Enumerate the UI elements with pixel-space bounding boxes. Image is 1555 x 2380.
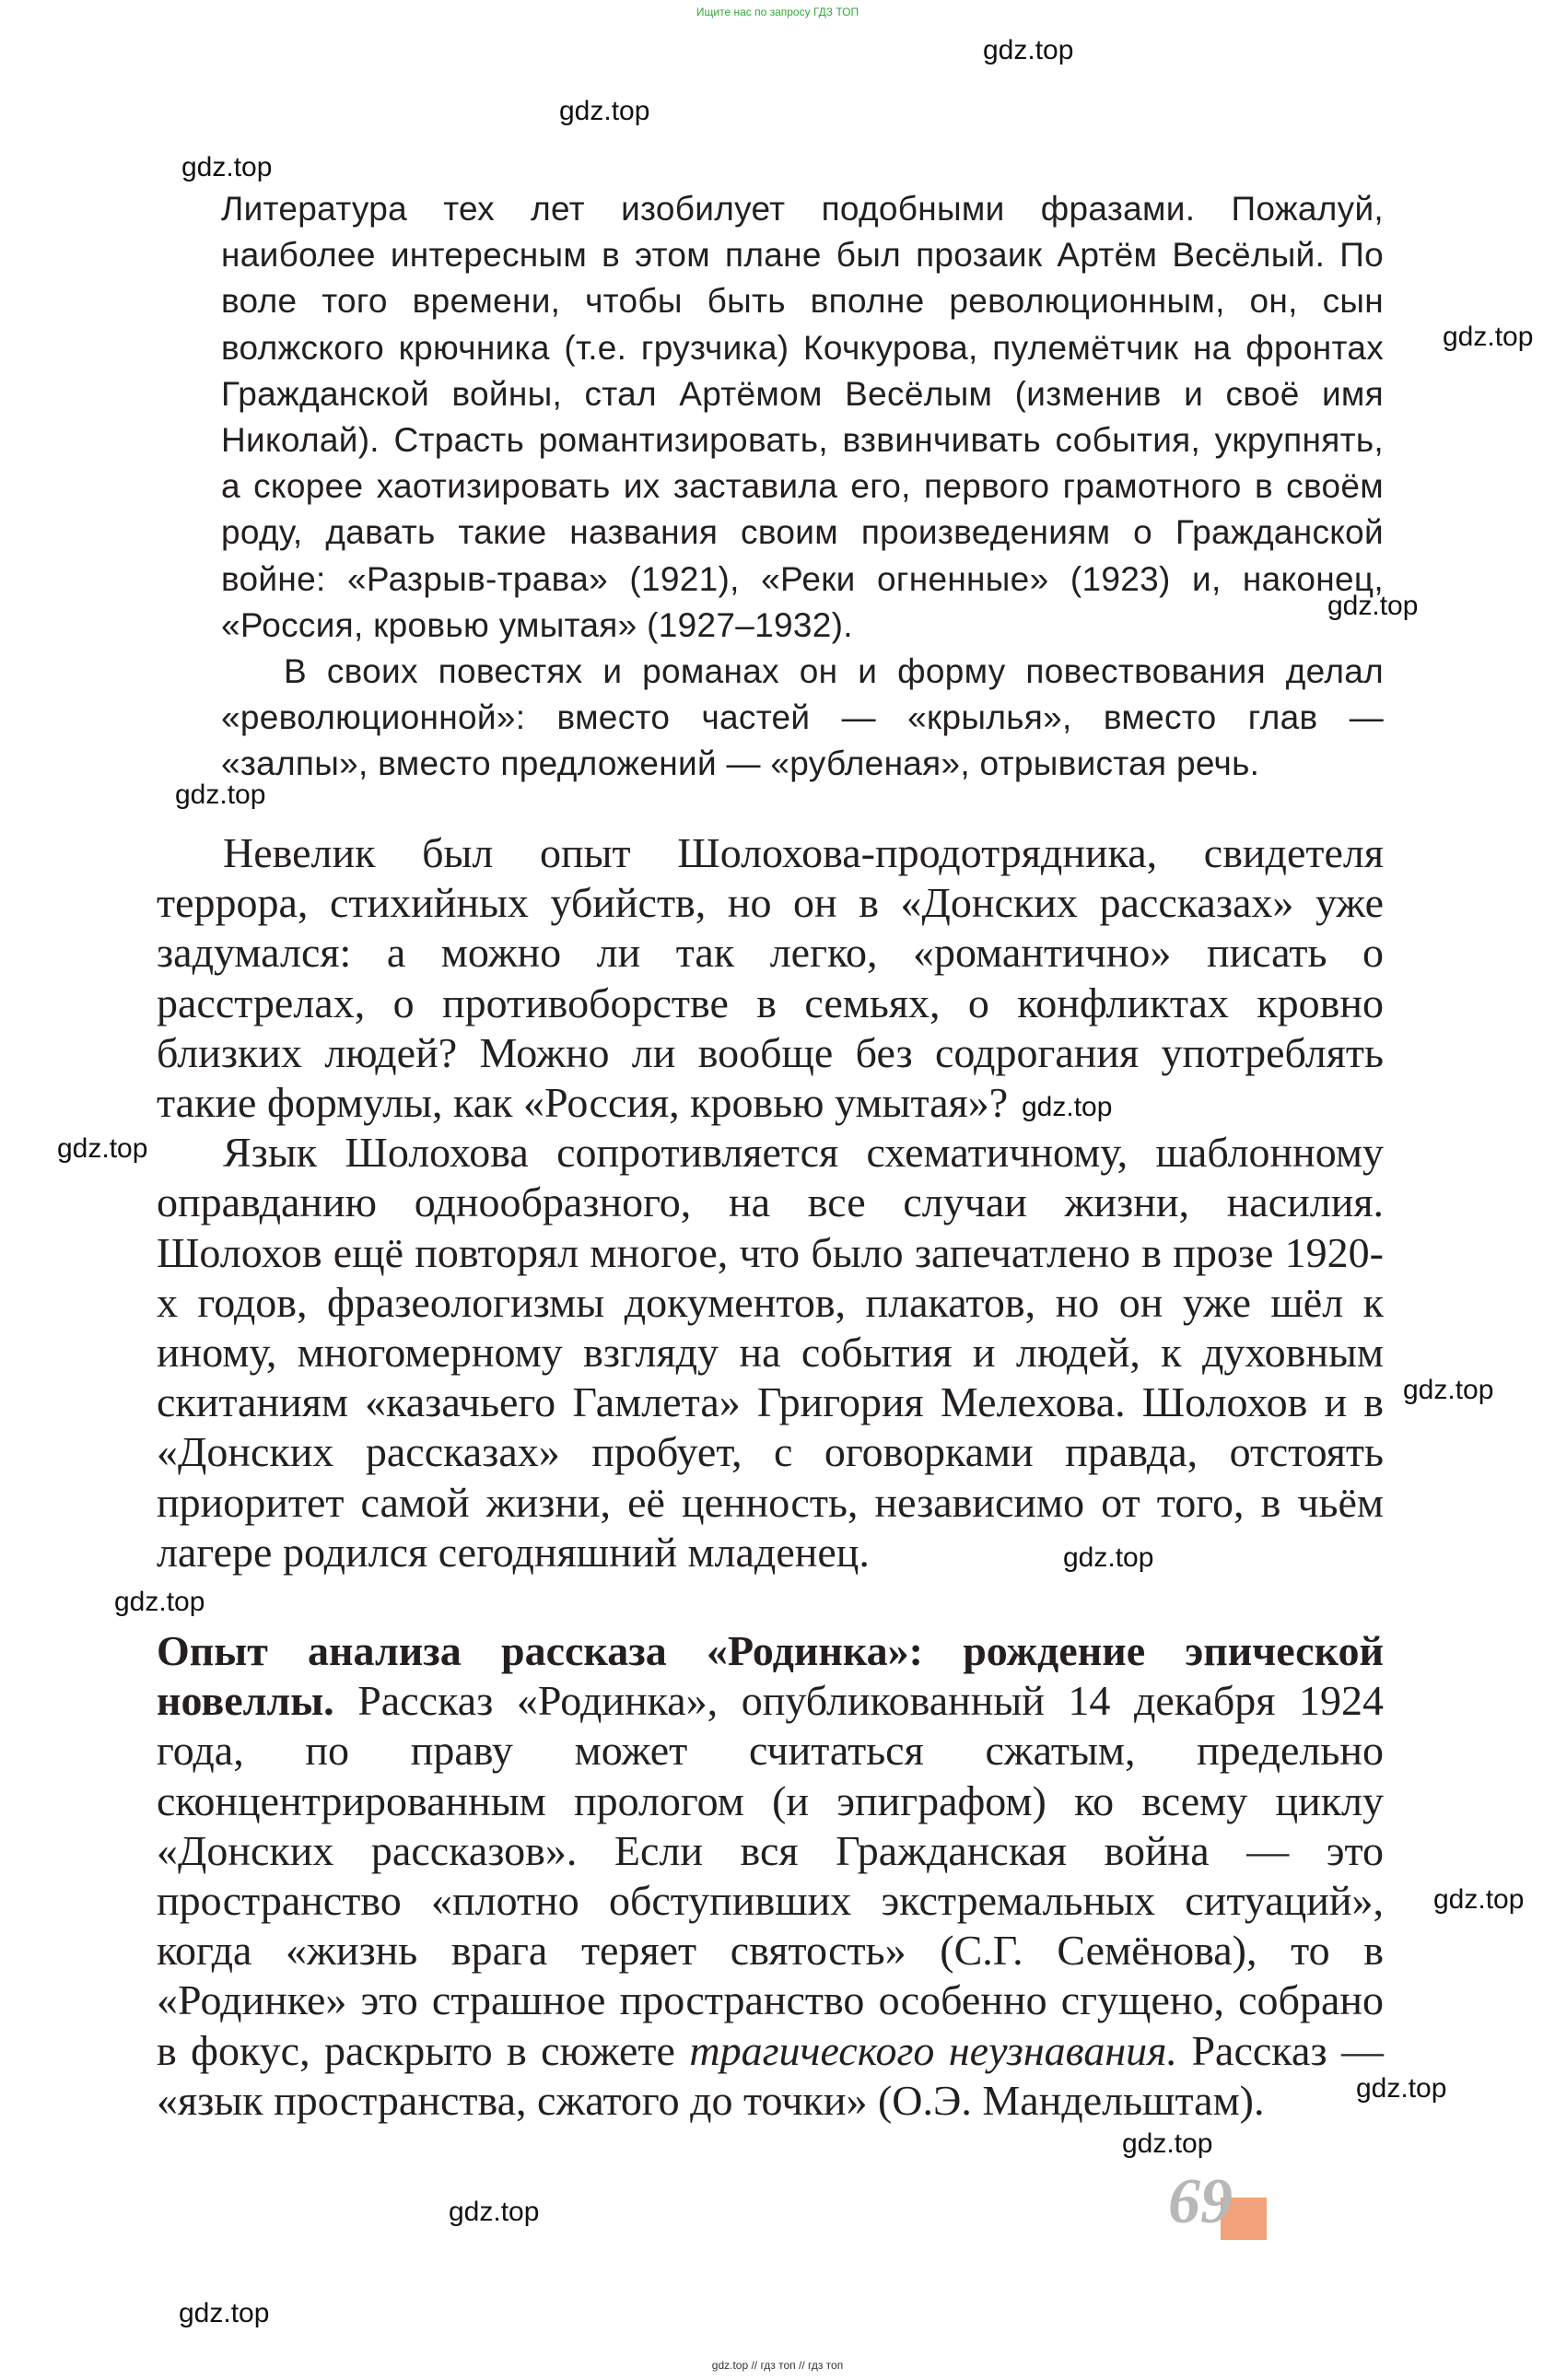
paragraph — [157, 1626, 1384, 2126]
paragraph: Язык Шолохова сопротивляется схематичному, шаблонному оправданию однообразного, на все случаи жизни, насилия. Шолохов ещё повторял многое, что было запечатлено в прозе 1920-х годов, фразеологизмы документов, плакатов, но он уже шёл к иному, многомерному взгляду на события и людей, к духовным скитаниям «казачьего Гамлета» Григория Мелехова. Шолохов и в «Донских рассказах» пробует, с оговорками правда, отстоять приоритет самой жизни, её ценность, независимо от того, в чьём лагере родился сегодняшний младенец. — [157, 1129, 1384, 1576]
watermark[interactable]: gdz.top — [1433, 1884, 1525, 1915]
paragraph-text: Рассказ «Родинка», опубликованный 14 декабря 1924 года, по праву может считаться сжатым, предельно сконцентрированным прологом (и эпиграфом) ко всему циклу «Донских рассказов». Если вся Гражданская война — это пространство «плотно обступивших экстремальных ситуаций», когда «жизнь врага теряет святость» (С.Г. Семёнова), то в «Родинке» это страшное пространство особенно сгущено, собрано в фокус, раскрыто в сюжете — [157, 1677, 1384, 2074]
section-heading: Опыт анализа рассказа «Родинка»: рождение эпической новеллы. — [157, 1627, 1384, 1725]
watermark[interactable]: gdz.top — [559, 96, 650, 126]
watermark[interactable]: gdz.top — [449, 2197, 540, 2227]
main-text-part2 — [157, 1626, 1384, 2126]
watermark[interactable]: gdz.top — [1327, 591, 1419, 621]
footer-links[interactable]: gdz.top // гдз топ // гдз топ — [711, 2359, 844, 2372]
paragraph: Невелик был опыт Шолохова-продотрядника, свидетеля террора, стихийных убийств, но он в «Донских рассказах» уже задумался: а можно ли так легко, «романтично» писать о расстрелах, о противоборстве в семьях, о конфликтах кровно близких людей? Можно ли вообще без содрогания употреблять такие формулы, как «Россия, кровью умытая»? — [157, 829, 1384, 1127]
watermark[interactable]: gdz.top — [57, 1133, 148, 1164]
watermark[interactable]: gdz.top — [983, 35, 1074, 65]
paragraph-text: Рассказ — «язык пространства, сжатого до точки» (О.Э. Мандельштам). — [157, 2026, 1384, 2124]
watermark[interactable]: gdz.top — [1443, 322, 1534, 352]
watermark[interactable]: gdz.top — [1022, 1092, 1113, 1122]
watermark[interactable]: gdz.top — [1403, 1375, 1494, 1405]
italic-emphasis: трагического неузнавания. — [689, 2026, 1178, 2074]
main-text-part1 — [157, 828, 1384, 1577]
sidebar-text-block — [221, 186, 1384, 788]
paragraph: Литература тех лет изобилует подобными фразами. Пожалуй, наиболее интересным в этом плане был прозаик Артём Весёлый. По воле того времени, чтобы быть вполне революционным, он, сын волжского крючника (т.е. грузчика) Кочкурова, пулемётчик на фронтах Гражданской войны, стал Артёмом Весёлым (изменив и своё имя Николай). Страсть романтизировать, взвинчивать события, укрупнять, а скорее хаотизировать их заставила его, первого грамотного в своём роду, давать такие названия своим произведениям о Гражданской войне: «Разрыв-трава» (1921), «Реки огненные» (1923) и, наконец, «Россия, кровью умытая» (1927–1932). — [221, 190, 1384, 644]
page-number: 69 — [1168, 2166, 1233, 2237]
watermark[interactable]: gdz.top — [1356, 2073, 1447, 2104]
paragraph: В своих повестях и романах он и форму повествования делал «революционной»: вместо частей — «крылья», вместо глав — «залпы», вместо предложений — «рубленая», отрывистая речь. — [221, 652, 1384, 783]
watermark[interactable]: gdz.top — [1063, 1542, 1154, 1573]
watermark[interactable]: gdz.top — [114, 1587, 205, 1617]
watermark[interactable]: gdz.top — [181, 152, 273, 182]
watermark[interactable]: gdz.top — [1122, 2128, 1213, 2159]
search-hint[interactable]: Ищите нас по запросу ГДЗ ТОП — [696, 6, 859, 18]
watermark[interactable]: gdz.top — [179, 2298, 270, 2328]
watermark[interactable]: gdz.top — [175, 780, 266, 810]
